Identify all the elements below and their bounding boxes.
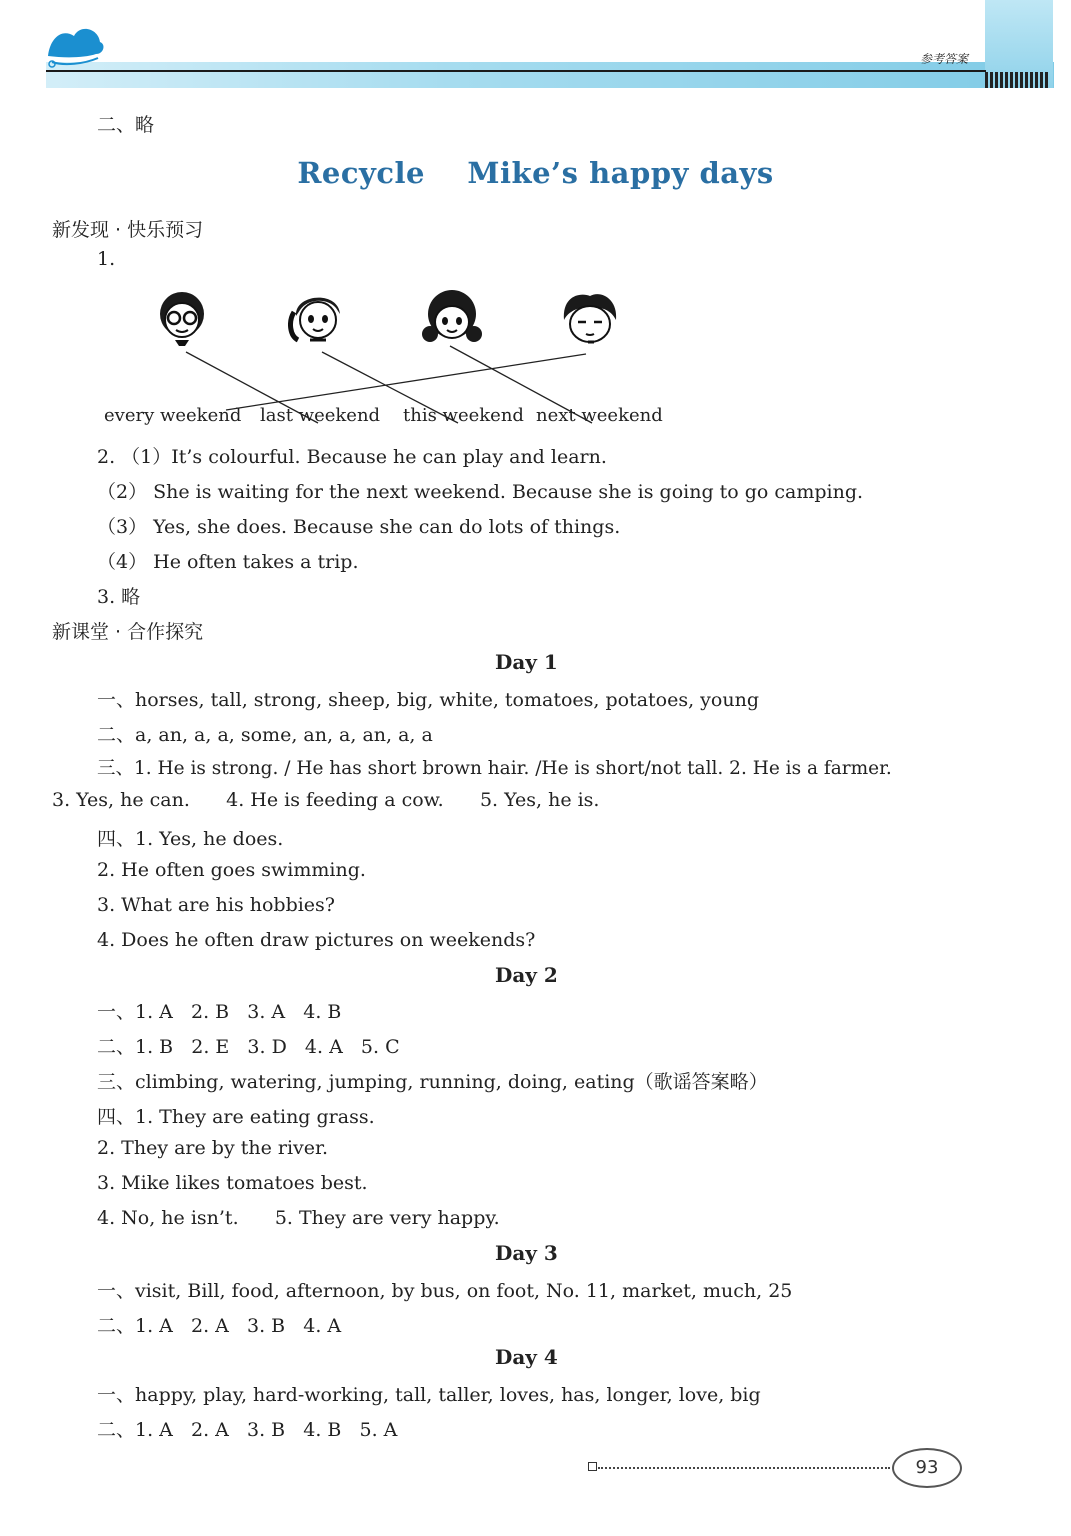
day1-line: 二、a, an, a, a, some, an, a, an, a, a [97,724,433,746]
day3-line: 二、1. A 2. A 3. B 4. A [97,1315,342,1337]
day-2-title: Day 2 [495,963,558,987]
q3-line: 3. 略 [97,586,141,608]
day1-line: 2. He often goes swimming. [97,859,366,881]
day1-line: 四、1. Yes, he does. [97,828,284,850]
day3-line: 一、visit, Bill, food, afternoon, by bus, on foot, No. 11, market, much, 25 [97,1280,793,1302]
page-title: Recycle Mike’s happy days [297,156,774,190]
q2-line-4: （4） He often takes a trip. [97,551,359,573]
q2-line-1: 2. （1）It’s colourful. Because he can play and learn. [97,446,607,468]
day2-line: 2. They are by the river. [97,1137,329,1159]
match-label-this-weekend: this weekend [403,405,524,426]
day2-line: 二、1. B 2. E 3. D 4. A 5. C [97,1036,400,1058]
section-heading-classroom: 新课堂 · 合作探究 [52,621,204,643]
header-label: 参考答案 [920,52,969,66]
day4-line: 一、happy, play, hard-working, tall, taller, loves, has, longer, love, big [97,1384,761,1406]
previous-item: 二、略 [97,114,155,136]
day1-line: 4. Does he often draw pictures on weekends? [97,929,536,951]
day1-line: 三、1. He is strong. / He has short brown hair. /He is short/not tall. 2. He is a farmer. [97,758,892,779]
question-1-number: 1. [97,248,116,270]
day1-line: 3. What are his hobbies? [97,894,335,916]
day-4-title: Day 4 [495,1345,558,1369]
matching-lines [0,0,1071,440]
day2-line: 一、1. A 2. B 3. A 4. B [97,1001,342,1023]
day2-line: 三、climbing, watering, jumping, running, doing, eating（歌谣答案略） [97,1071,768,1093]
day1-line: 3. Yes, he can. 4. He is feeding a cow. 5. Yes, he is. [52,789,600,811]
match-label-next-weekend: next weekend [536,405,663,426]
day4-line: 二、1. A 2. A 3. B 4. B 5. A [97,1419,398,1441]
day2-line: 四、1. They are eating grass. [97,1106,375,1128]
q2-line-2: （2） She is waiting for the next weekend. Because she is going to go camping. [97,481,864,503]
q2-line-3: （3） Yes, she does. Because she can do lots of things. [97,516,621,538]
match-label-last-weekend: last weekend [260,405,381,426]
day2-line: 4. No, he isn’t. 5. They are very happy. [97,1207,500,1229]
footer-dotted-rule [598,1467,890,1469]
page-number: 93 [892,1448,962,1488]
section-heading-preview: 新发现 · 快乐预习 [52,219,204,241]
match-label-every-weekend: every weekend [104,405,242,426]
day1-line: 一、horses, tall, strong, sheep, big, white, tomatoes, potatoes, young [97,689,759,711]
day-1-title: Day 1 [495,650,558,674]
day-3-title: Day 3 [495,1241,558,1265]
day2-line: 3. Mike likes tomatoes best. [97,1172,368,1194]
footer-square-icon [588,1462,597,1471]
